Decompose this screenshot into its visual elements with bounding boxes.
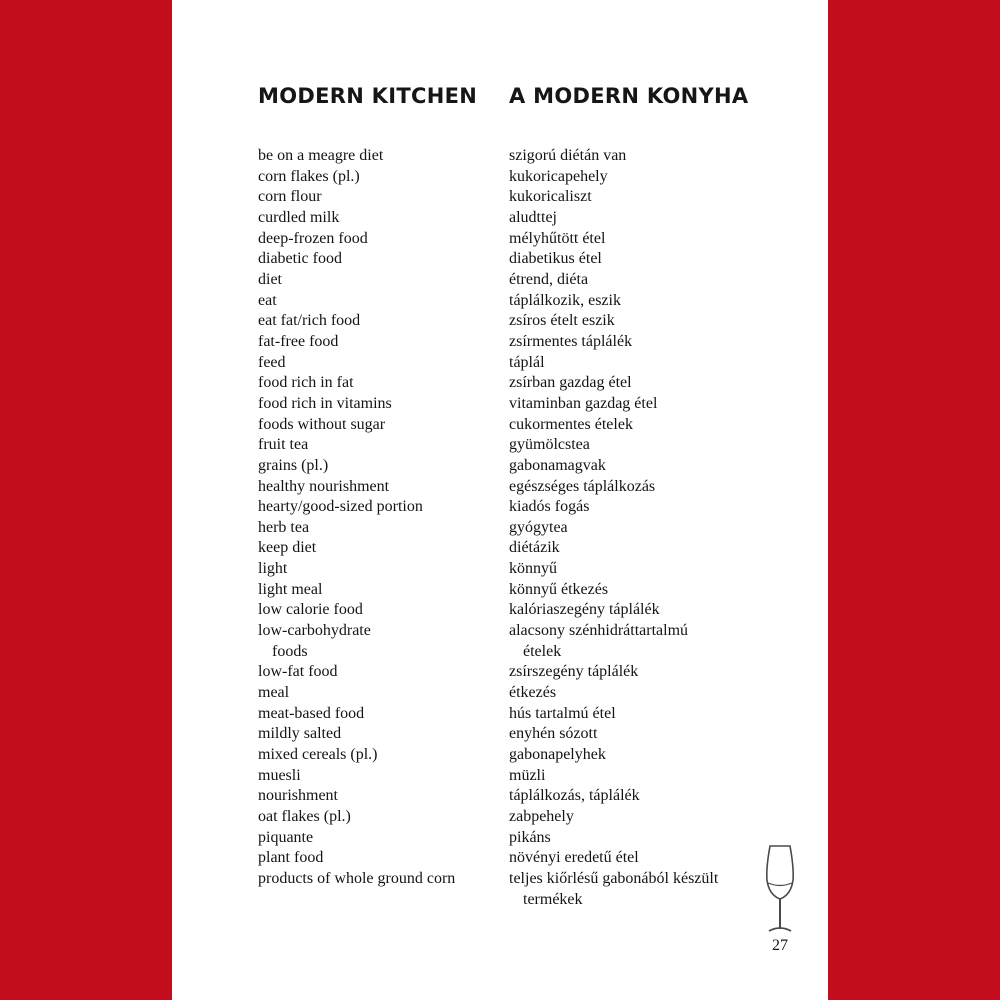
list-item: vitaminban gazdag étel	[509, 394, 658, 412]
list-item: diétázik	[509, 539, 560, 557]
list-item: products of whole ground corn	[258, 869, 456, 887]
list-item: zsíros ételt eszik	[509, 312, 615, 330]
list-item: diabetic food	[258, 250, 342, 268]
list-item: corn flour	[258, 188, 322, 206]
list-item: gabonamagvak	[509, 456, 606, 474]
list-item: szigorú diétán van	[509, 147, 627, 164]
list-item: étkezés	[509, 684, 557, 702]
list-item: light meal	[258, 580, 323, 598]
list-item: pikáns	[509, 828, 551, 846]
list-item-text: low-carbohydrate	[258, 622, 371, 640]
list-item: táplálkozik, eszik	[509, 291, 621, 309]
list-item: be on a meagre diet	[258, 147, 384, 164]
list-item: nourishment	[258, 787, 338, 805]
list-item: plant food	[258, 849, 324, 867]
list-item: táplálkozás, táplálék	[509, 787, 640, 805]
list-item: piquante	[258, 828, 314, 846]
hungarian-term-list	[509, 146, 749, 910]
list-item-continuation: ételek	[523, 642, 562, 660]
list-item: könnyű étkezés	[509, 580, 609, 598]
english-heading: MODERN KITCHEN	[258, 84, 478, 108]
list-item: meat-based food	[258, 704, 365, 722]
list-item-text: teljes kiőrlésű gabonából készült	[509, 869, 719, 887]
list-item: aludttej	[509, 208, 557, 226]
list-item: curdled milk	[258, 208, 340, 226]
hungarian-heading: A MODERN KONYHA	[509, 84, 749, 108]
list-item	[509, 869, 749, 910]
list-item: gyümölcstea	[509, 436, 590, 454]
list-item: diabetikus étel	[509, 250, 602, 268]
list-item: deep-frozen food	[258, 229, 368, 247]
list-item: low calorie food	[258, 601, 363, 619]
list-item: eat fat/rich food	[258, 312, 361, 330]
list-item-continuation: foods	[272, 642, 308, 660]
list-item: herb tea	[258, 518, 310, 536]
list-item: fat-free food	[258, 332, 339, 350]
list-item: táplál	[509, 353, 545, 371]
list-item: müzli	[509, 766, 546, 784]
list-item: zsírszegény táplálék	[509, 663, 639, 681]
list-item: kukoricaliszt	[509, 188, 592, 206]
list-item: könnyű	[509, 560, 557, 578]
list-item: kukoricapehely	[509, 167, 608, 185]
list-item: gabonapelyhek	[509, 746, 606, 764]
list-item: meal	[258, 684, 290, 702]
list-item: foods without sugar	[258, 415, 386, 433]
list-item: low-fat food	[258, 663, 338, 681]
list-item: light	[258, 560, 288, 578]
list-item: zabpehely	[509, 808, 574, 825]
list-item: kalóriaszegény táplálék	[509, 601, 660, 619]
list-item: muesli	[258, 766, 301, 784]
list-item: mildly salted	[258, 725, 342, 743]
list-item: egészséges táplálkozás	[509, 477, 656, 495]
list-item: food rich in vitamins	[258, 394, 392, 412]
list-item	[509, 621, 749, 662]
list-item: feed	[258, 353, 286, 371]
list-item-continuation: termékek	[523, 890, 583, 908]
list-item: növényi eredetű étel	[509, 849, 639, 867]
list-item-text: alacsony szénhidráttartalmú	[509, 622, 689, 640]
list-item: mélyhűtött étel	[509, 229, 606, 247]
list-item	[258, 621, 503, 662]
list-item: mixed cereals (pl.)	[258, 746, 378, 764]
list-item: keep diet	[258, 539, 317, 557]
list-item: healthy nourishment	[258, 477, 390, 495]
list-item: hús tartalmú étel	[509, 704, 616, 722]
english-term-list	[258, 146, 503, 890]
list-item: kiadós fogás	[509, 498, 590, 516]
list-item: zsírmentes táplálék	[509, 332, 633, 350]
list-item: enyhén sózott	[509, 725, 598, 743]
wine-glass-icon	[763, 843, 797, 933]
list-item: diet	[258, 270, 282, 288]
list-item: oat flakes (pl.)	[258, 808, 351, 825]
list-item: eat	[258, 291, 277, 309]
list-item: étrend, diéta	[509, 270, 589, 288]
list-item: gyógytea	[509, 518, 568, 536]
list-item: fruit tea	[258, 436, 309, 454]
list-item: zsírban gazdag étel	[509, 374, 632, 392]
list-item: cukormentes ételek	[509, 415, 633, 433]
page-number: 27	[772, 937, 788, 954]
list-item: corn flakes (pl.)	[258, 167, 360, 185]
list-item: hearty/good-sized portion	[258, 498, 423, 516]
list-item: food rich in fat	[258, 374, 354, 392]
book-page	[172, 0, 828, 1000]
list-item: grains (pl.)	[258, 456, 329, 474]
